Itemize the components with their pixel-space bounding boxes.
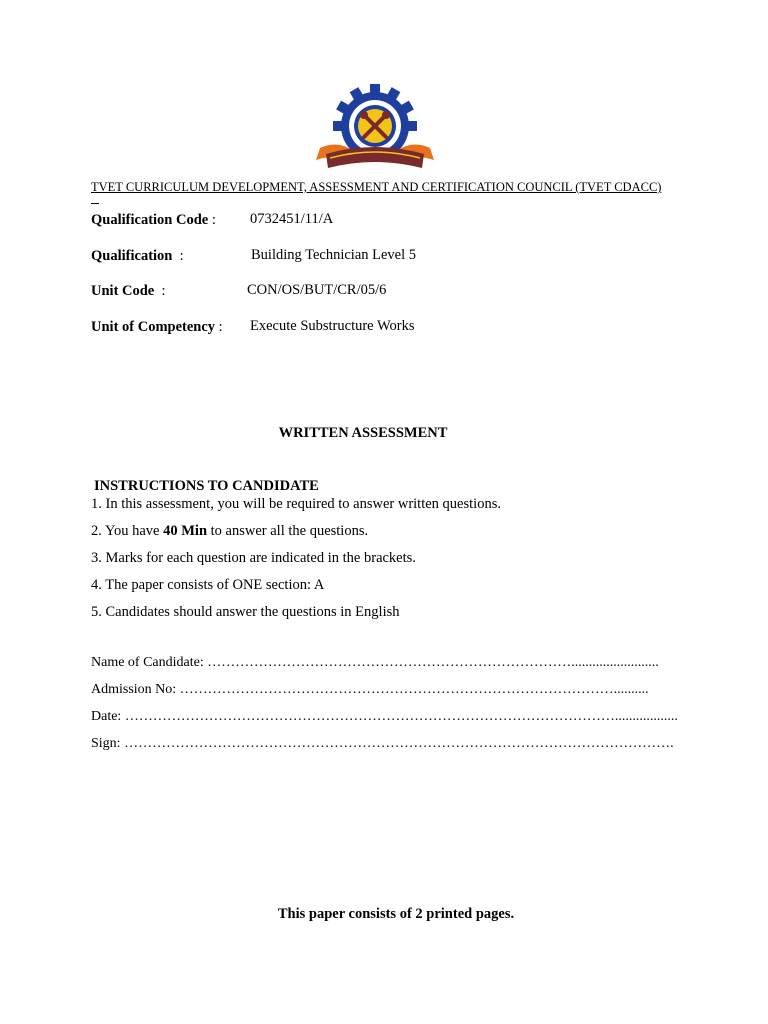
- qualification-sep: :: [172, 248, 184, 264]
- instruction-item-3: 3. Marks for each question are indicated in the brackets.: [91, 550, 416, 566]
- candidate-name-field: Name of Candidate: …………………………………………………………………….........................: [91, 655, 659, 670]
- qualification-code-value: 0732451/11/A: [250, 211, 334, 227]
- instruction-item-2-after: to answer all the questions.: [207, 523, 369, 539]
- instruction-item-4: 4. The paper consists of ONE section: A: [91, 577, 325, 593]
- qualification-code-label: Qualification Code: [91, 212, 209, 228]
- qualification-code-row: [91, 211, 216, 229]
- instructions-heading: INSTRUCTIONS TO CANDIDATE: [94, 478, 319, 494]
- instruction-item-5: 5. Candidates should answer the questions in English: [91, 604, 400, 620]
- council-name: TVET CURRICULUM DEVELOPMENT, ASSESSMENT AND CERTIFICATION COUNCIL (TVET CDACC): [91, 180, 662, 194]
- unit-code-sep: :: [154, 283, 166, 299]
- tvet-cdacc-logo-icon: [312, 82, 438, 176]
- qualification-row: [91, 247, 184, 265]
- page-count-note: This paper consists of 2 printed pages.: [277, 906, 515, 922]
- qualification-value: Building Technician Level 5: [251, 247, 417, 263]
- instruction-time-limit: 40 Min: [163, 523, 208, 539]
- date-field: Date: ……………………………………………………………………………………………..................: [91, 709, 678, 724]
- unit-of-competency-value: Execute Substructure Works: [250, 318, 415, 334]
- unit-of-competency-label: Unit of Competency: [91, 319, 216, 335]
- assessment-title: WRITTEN ASSESSMENT: [278, 425, 448, 441]
- unit-code-label: Unit Code: [91, 283, 155, 299]
- instruction-item-2-before: 2. You have: [91, 523, 164, 539]
- unit-code-row: [91, 282, 166, 300]
- unit-of-competency-row: [91, 318, 223, 336]
- divider-mark: [91, 203, 99, 204]
- unit-code-value: CON/OS/BUT/CR/05/6: [247, 282, 387, 298]
- unit-of-competency-sep: :: [215, 319, 223, 335]
- instruction-item-2: [91, 523, 368, 540]
- sign-field: Sign: ……………………………………………………………………………………………………….: [91, 736, 674, 751]
- admission-number-field: Admission No: …………………………………………………………………………………..........: [91, 682, 649, 697]
- qualification-code-sep: :: [208, 212, 216, 228]
- instruction-item-1: 1. In this assessment, you will be required to answer written questions.: [91, 496, 501, 512]
- qualification-label: Qualification: [91, 248, 173, 264]
